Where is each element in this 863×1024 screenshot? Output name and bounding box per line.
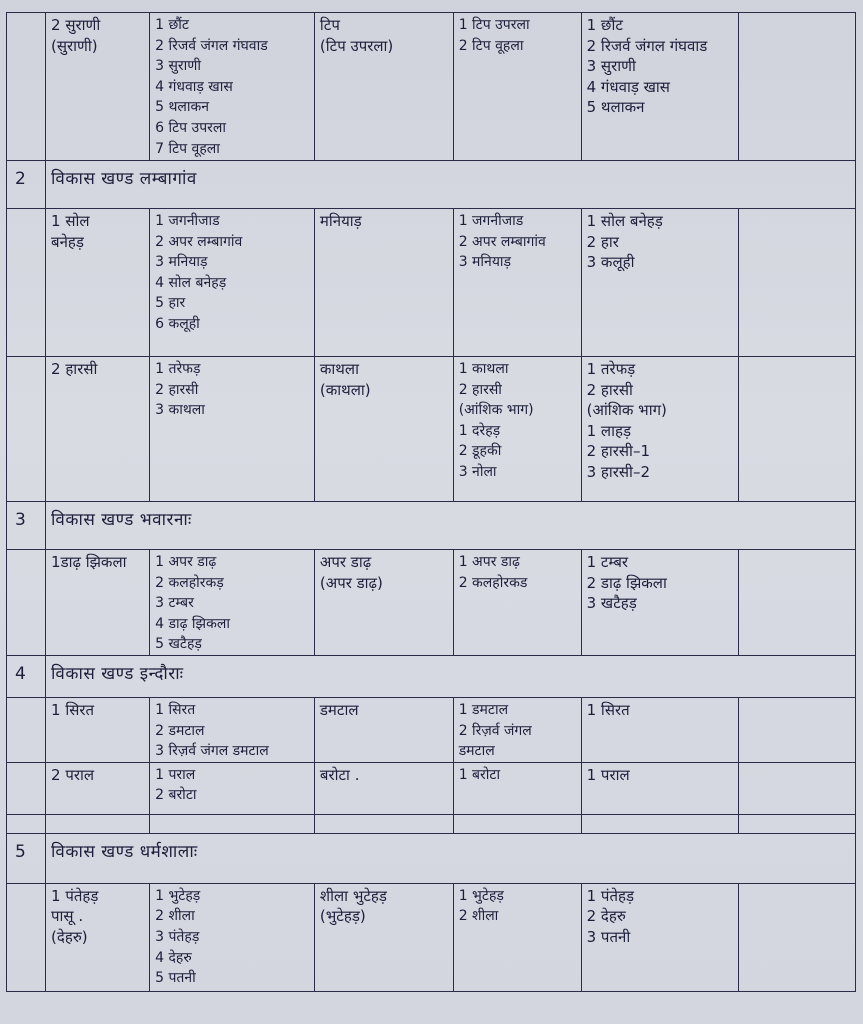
column-b-cell-line: 1 तरेफड़ xyxy=(586,360,636,378)
column-b-cell-line: 3 सुराणी xyxy=(586,57,636,76)
column-a-cell-line: 2 रिज़र्व जंगल xyxy=(458,722,532,739)
center-cell-line: मनियाड़ xyxy=(319,212,362,230)
villages-cell-line: 3 मनियाड़ xyxy=(155,254,208,271)
center-cell xyxy=(314,357,453,502)
column-b-cell-line: 4 गंधवाड़ खास xyxy=(586,77,670,96)
column-b-cell-line: 1 पराल xyxy=(586,765,630,784)
column-a-cell-line: 2 डूहकी xyxy=(458,443,502,460)
unit-cell xyxy=(46,697,150,762)
column-a-cell xyxy=(453,550,581,656)
center-cell xyxy=(314,697,453,762)
empty-cell xyxy=(150,814,315,833)
table-row xyxy=(7,550,856,656)
column-b-cell xyxy=(581,550,738,656)
column-b-cell-line: 2 रिजर्व जंगल गंघवाड xyxy=(586,36,708,55)
villages-cell-line: 4 देहरु xyxy=(155,949,192,966)
villages-cell-line: 2 रिजर्व जंगल गंघवाड xyxy=(155,37,268,54)
table-row xyxy=(7,697,856,762)
center-cell-line: (अपर डाढ़) xyxy=(319,573,383,592)
column-a-cell-line: 1 टिप उपरला xyxy=(458,17,530,33)
unit-cell xyxy=(46,883,150,991)
column-a-cell xyxy=(453,697,581,762)
index-cell xyxy=(7,209,46,357)
villages-cell xyxy=(150,209,315,357)
center-cell-line: (टिप उपरला) xyxy=(319,36,394,55)
column-b-cell-line: 2 डाढ़ झिकला xyxy=(586,573,667,592)
table-row xyxy=(7,13,856,161)
unit-cell-line: 1 सिरत xyxy=(51,700,95,719)
column-a-cell-line: 2 शीला xyxy=(458,908,499,925)
column-a-cell-line: 1 अपर डाढ़ xyxy=(458,554,520,570)
empty-cell xyxy=(314,814,453,833)
center-cell-line: टिप xyxy=(319,16,340,34)
column-a-cell-line: 1 बरोटा xyxy=(458,766,501,783)
column-a-cell xyxy=(453,883,581,991)
remarks-cell xyxy=(738,209,855,357)
column-b-cell-line: 2 हारसी xyxy=(586,380,633,399)
section-title: विकास खण्ड धर्मशालाः xyxy=(46,833,856,883)
column-b-cell-line: 3 खटैहड़ xyxy=(586,594,637,613)
villages-cell xyxy=(150,883,315,991)
column-a-cell-line: 3 मनियाड़ xyxy=(458,254,512,271)
column-a-cell-line: 1 भुटेहड़ xyxy=(458,887,504,904)
column-a-cell-line: (आंशिक भाग) xyxy=(458,402,534,419)
table-body xyxy=(7,13,856,992)
section-header-row xyxy=(7,833,856,883)
empty-cell xyxy=(453,814,581,833)
unit-cell xyxy=(46,762,150,814)
column-b-cell-line: (आंशिक भाग) xyxy=(586,401,667,420)
villages-cell-line: 6 कलूही xyxy=(155,315,200,332)
spacer-row xyxy=(7,814,856,833)
index-cell xyxy=(7,550,46,656)
remarks-cell xyxy=(738,883,855,991)
section-number: 2 xyxy=(7,161,46,209)
villages-cell-line: 1 जगनीजाड xyxy=(155,213,220,229)
section-header-row xyxy=(7,161,856,209)
column-b-cell xyxy=(581,209,738,357)
villages-cell-line: 2 अपर लम्बागांव xyxy=(155,233,243,250)
center-cell xyxy=(314,762,453,814)
column-a-cell xyxy=(453,13,581,161)
villages-cell-line: 1 अपर डाढ़ xyxy=(155,554,217,570)
villages-cell-line: 1 तरेफड़ xyxy=(155,361,201,377)
center-cell-line: अपर डाढ़ xyxy=(319,553,372,571)
remarks-cell xyxy=(738,697,855,762)
villages-cell-line: 3 रिज़र्व जंगल डमटाल xyxy=(155,743,269,760)
column-b-cell-line: 3 पतनी xyxy=(586,927,631,946)
column-b-cell-line: 1 सिरत xyxy=(586,700,630,719)
villages-cell-line: 2 हारसी xyxy=(155,381,199,398)
villages-cell xyxy=(150,550,315,656)
section-number: 3 xyxy=(7,502,46,550)
villages-cell-line: 5 थलाकन xyxy=(155,99,210,116)
villages-cell-line: 7 टिप वूहला xyxy=(155,140,220,157)
villages-cell xyxy=(150,762,315,814)
empty-cell xyxy=(738,814,855,833)
table-row xyxy=(7,883,856,991)
center-cell xyxy=(314,209,453,357)
block-village-table xyxy=(6,12,856,992)
column-b-cell xyxy=(581,697,738,762)
column-a-cell-line: डमटाल xyxy=(458,743,495,760)
column-b-cell-line: 1 सोल बनेहड़ xyxy=(586,212,663,230)
section-number: 4 xyxy=(7,655,46,697)
villages-cell-line: 6 टिप उपरला xyxy=(155,119,227,136)
villages-cell-line: 5 पतनी xyxy=(155,970,196,987)
column-b-cell-line: 1 लाहड़ xyxy=(586,421,631,440)
index-cell xyxy=(7,762,46,814)
empty-cell xyxy=(7,814,46,833)
unit-cell-line: 1डाढ़ झिकला xyxy=(51,553,127,571)
column-a-cell-line: 1 काथला xyxy=(458,361,509,377)
remarks-cell xyxy=(738,357,855,502)
column-b-cell-line: 1 पंतेहड़ xyxy=(586,886,634,905)
table-row xyxy=(7,209,856,357)
index-cell xyxy=(7,357,46,502)
unit-cell xyxy=(46,550,150,656)
unit-cell-line: पासू . xyxy=(51,907,84,926)
villages-cell-line: 1 पराल xyxy=(155,766,196,783)
center-cell xyxy=(314,550,453,656)
villages-cell-line: 4 सोल बनेहड़ xyxy=(155,274,227,291)
villages-cell-line: 5 खटैहड़ xyxy=(155,636,202,653)
center-cell-line: शीला भुटेहड़ xyxy=(319,886,387,905)
unit-cell-line: 2 पराल xyxy=(51,765,95,784)
column-b-cell xyxy=(581,762,738,814)
section-title: विकास खण्ड इन्दौराः xyxy=(46,655,856,697)
column-b-cell xyxy=(581,883,738,991)
villages-cell-line: 1 छौंट xyxy=(155,17,189,33)
remarks-cell xyxy=(738,550,855,656)
center-cell-line: (काथला) xyxy=(319,380,371,399)
villages-cell-line: 2 बरोटा xyxy=(155,787,197,804)
villages-cell-line: 3 टम्बर xyxy=(155,595,194,612)
villages-cell-line: 2 शीला xyxy=(155,908,195,925)
index-cell xyxy=(7,883,46,991)
unit-cell-line: 2 हारसी xyxy=(51,360,98,378)
unit-cell-line: 1 पंतेहड़ xyxy=(51,886,99,905)
column-b-cell-line: 2 देहरु xyxy=(586,907,626,926)
villages-cell-line: 3 काथला xyxy=(155,402,205,419)
unit-cell xyxy=(46,357,150,502)
section-number: 5 xyxy=(7,833,46,883)
column-a-cell-line: 1 दरेहड़ xyxy=(458,422,501,439)
villages-cell-line: 1 सिरत xyxy=(155,701,196,718)
column-a-cell xyxy=(453,762,581,814)
unit-cell xyxy=(46,13,150,161)
section-title: विकास खण्ड भवारनाः xyxy=(46,502,856,550)
column-a-cell-line: 2 कलहोरकड xyxy=(458,574,528,591)
column-b-cell-line: 5 थलाकन xyxy=(586,98,645,117)
villages-cell-line: 3 पंतेहड़ xyxy=(155,928,200,945)
villages-cell-line: 1 भुटेहड़ xyxy=(155,887,201,904)
empty-cell xyxy=(581,814,738,833)
center-cell xyxy=(314,883,453,991)
villages-cell-line: 5 हार xyxy=(155,295,186,312)
center-cell xyxy=(314,13,453,161)
remarks-cell xyxy=(738,13,855,161)
section-header-row xyxy=(7,502,856,550)
column-a-cell-line: 2 अपर लम्बागांव xyxy=(458,233,546,250)
column-b-cell xyxy=(581,13,738,161)
table-row xyxy=(7,357,856,502)
villages-cell xyxy=(150,697,315,762)
unit-cell-line: (सुराणी) xyxy=(51,36,98,55)
column-a-cell-line: 1 डमटाल xyxy=(458,701,509,718)
column-a-cell-line: 3 नोला xyxy=(458,463,497,480)
column-a-cell-line: 1 जगनीजाड xyxy=(458,213,524,229)
center-cell-line: बरोटा . xyxy=(319,765,360,784)
villages-cell-line: 2 कलहोरकड़ xyxy=(155,574,224,591)
villages-cell-line: 2 डमटाल xyxy=(155,722,205,739)
unit-cell xyxy=(46,209,150,357)
remarks-cell xyxy=(738,762,855,814)
villages-cell-line: 3 सुराणी xyxy=(155,58,202,75)
column-b-cell-line: 1 छौंट xyxy=(586,16,623,34)
unit-cell-line: (देहरु) xyxy=(51,927,88,946)
center-cell-line: डमटाल xyxy=(319,700,359,719)
villages-cell-line: 4 डाढ़ झिकला xyxy=(155,615,230,632)
column-b-cell-line: 3 हारसी–2 xyxy=(586,462,650,481)
villages-cell xyxy=(150,357,315,502)
column-b-cell-line: 2 हार xyxy=(586,232,619,251)
column-a-cell-line: 2 टिप वूहला xyxy=(458,37,524,54)
section-header-row xyxy=(7,655,856,697)
column-b-cell-line: 3 कलूही xyxy=(586,253,635,272)
column-b-cell-line: 1 टम्बर xyxy=(586,553,629,571)
unit-cell-line: 2 सुराणी xyxy=(51,16,101,34)
index-cell xyxy=(7,13,46,161)
section-title: विकास खण्ड लम्बागांव xyxy=(46,161,856,209)
villages-cell-line: 4 गंधवाड़ खास xyxy=(155,78,233,95)
empty-cell xyxy=(46,814,150,833)
center-cell-line: काथला xyxy=(319,360,359,378)
index-cell xyxy=(7,697,46,762)
column-b-cell xyxy=(581,357,738,502)
unit-cell-line: बनेहड़ xyxy=(51,232,84,251)
table-row xyxy=(7,762,856,814)
column-a-cell-line: 2 हारसी xyxy=(458,381,502,398)
center-cell-line: (भुटेहड़) xyxy=(319,907,366,926)
unit-cell-line: 1 सोल xyxy=(51,212,90,230)
column-a-cell xyxy=(453,357,581,502)
villages-cell xyxy=(150,13,315,161)
column-a-cell xyxy=(453,209,581,357)
column-b-cell-line: 2 हारसी–1 xyxy=(586,442,650,461)
